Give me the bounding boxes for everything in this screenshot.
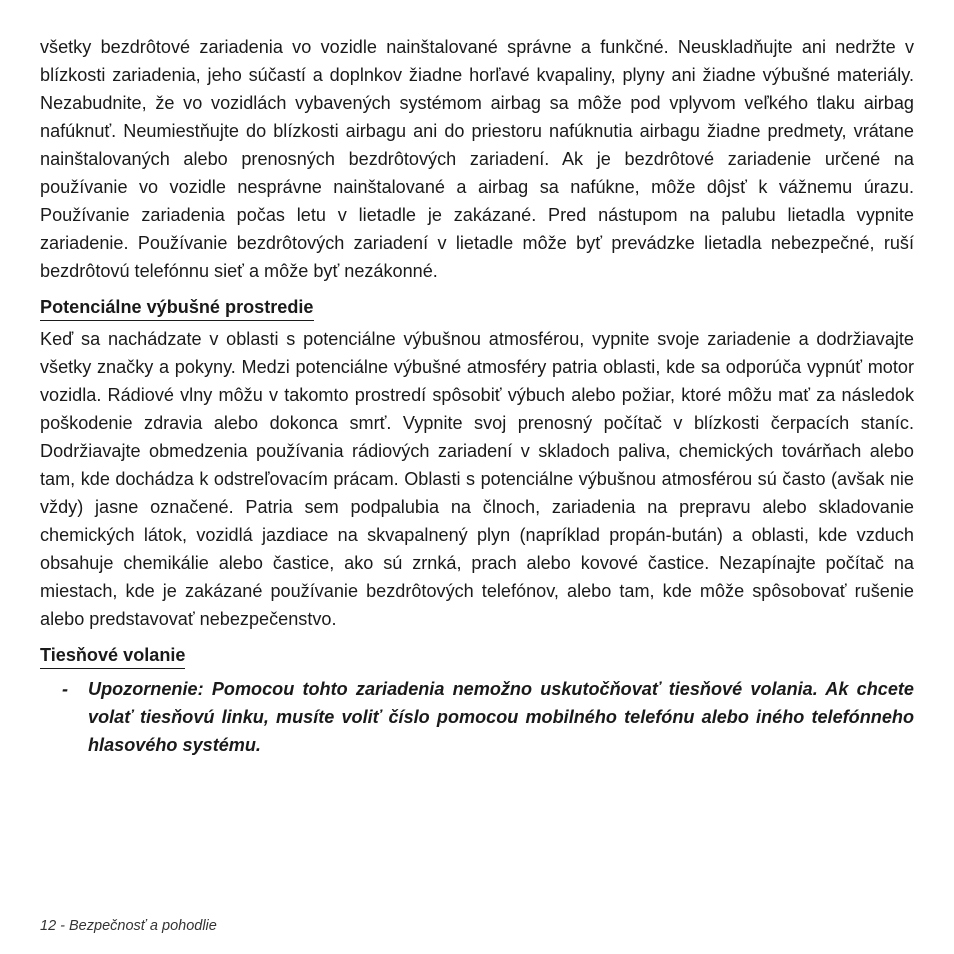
section-heading-explosive: Potenciálne výbušné prostredie	[40, 295, 314, 321]
bullet-dash: -	[62, 679, 69, 699]
document-page	[40, 33, 914, 759]
explosive-paragraph: Keď sa nachádzate v oblasti s potenciálne výbušnou atmosférou, vypnite svoje zariadenie a dodržiavajte všetky značky a pokyny. Medzi potenciálne výbušné atmosféry patria oblasti, kde sa odporúča vypnúť motor vozidla. Rádiové vlny môžu v takomto prostredí spôsobiť výbuch alebo požiar, ktoré môžu mať za následok poškodenie zdravia alebo dokonca smrť. Vypnite svoj prenosný počítač v blízkosti čerpacích staníc. Dodržiavajte obmedzenia používania rádiových zariadení v skladoch paliva, chemických továrňach alebo tam, kde dochádza k odstreľovacím prácam. Oblasti s potenciálne výbušnou atmosférou sú často (avšak nie vždy) jasne označené. Patria sem podpalubia na člnoch, zariadenia na prepravu alebo skladovanie chemických látok, vozidlá jazdiace na skvapalnený plyn (napríklad propán-bután) a oblasti, kde vzduch obsahuje chemikálie alebo častice, ako sú zrnká, prach alebo kovové častice. Nezapínajte počítač na miestach, kde je zakázané používanie bezdrôtových telefónov, alebo tam, kde môže spôsobovať rušenie alebo predstavovať nebezpečenstvo.	[40, 329, 914, 629]
section-heading-emergency: Tiesňové volanie	[40, 643, 185, 669]
emergency-heading-wrap	[40, 643, 914, 669]
explosive-heading-wrap	[40, 295, 914, 321]
intro-paragraph: všetky bezdrôtové zariadenia vo vozidle nainštalované správne a funkčné. Neuskladňujte ani nedržte v blízkosti zariadenia, jeho súčastí a doplnkov žiadne horľavé kvapaliny, plyny ani žiadne výbušné materiály. Nezabudnite, že vo vozidlách vybavených systémom airbag sa môže pod vplyvom veľkého tlaku airbag nafúknuť. Neumiestňujte do blízkosti airbagu ani do priestoru nafúknutia airbagu žiadne predmety, vrátane nainštalovaných alebo prenosných bezdrôtových zariadení. Ak je bezdrôtové zariadenie určené na používanie vo vozidle nesprávne nainštalované a airbag sa nafúkne, môže dôjsť k vážnemu úrazu. Používanie zariadenia počas letu v lietadle je zakázané. Pred nástupom na palubu lietadla vypnite zariadenie. Používanie bezdrôtových zariadení v lietadle môže byť prevádzke lietadla nebezpečné, ruší bezdrôtovú telefónnu sieť a môže byť nezákonné.	[40, 37, 914, 281]
warning-text: Upozornenie: Pomocou tohto zariadenia nemožno uskutočňovať tiesňové volania. Ak chcete volať tiesňovú linku, musíte voliť číslo pomocou mobilného telefónu alebo iného telefónneho hlasového systému.	[88, 679, 914, 755]
warning-list-item	[40, 675, 914, 759]
page-footer: 12 - Bezpečnosť a pohodlie	[40, 918, 217, 934]
